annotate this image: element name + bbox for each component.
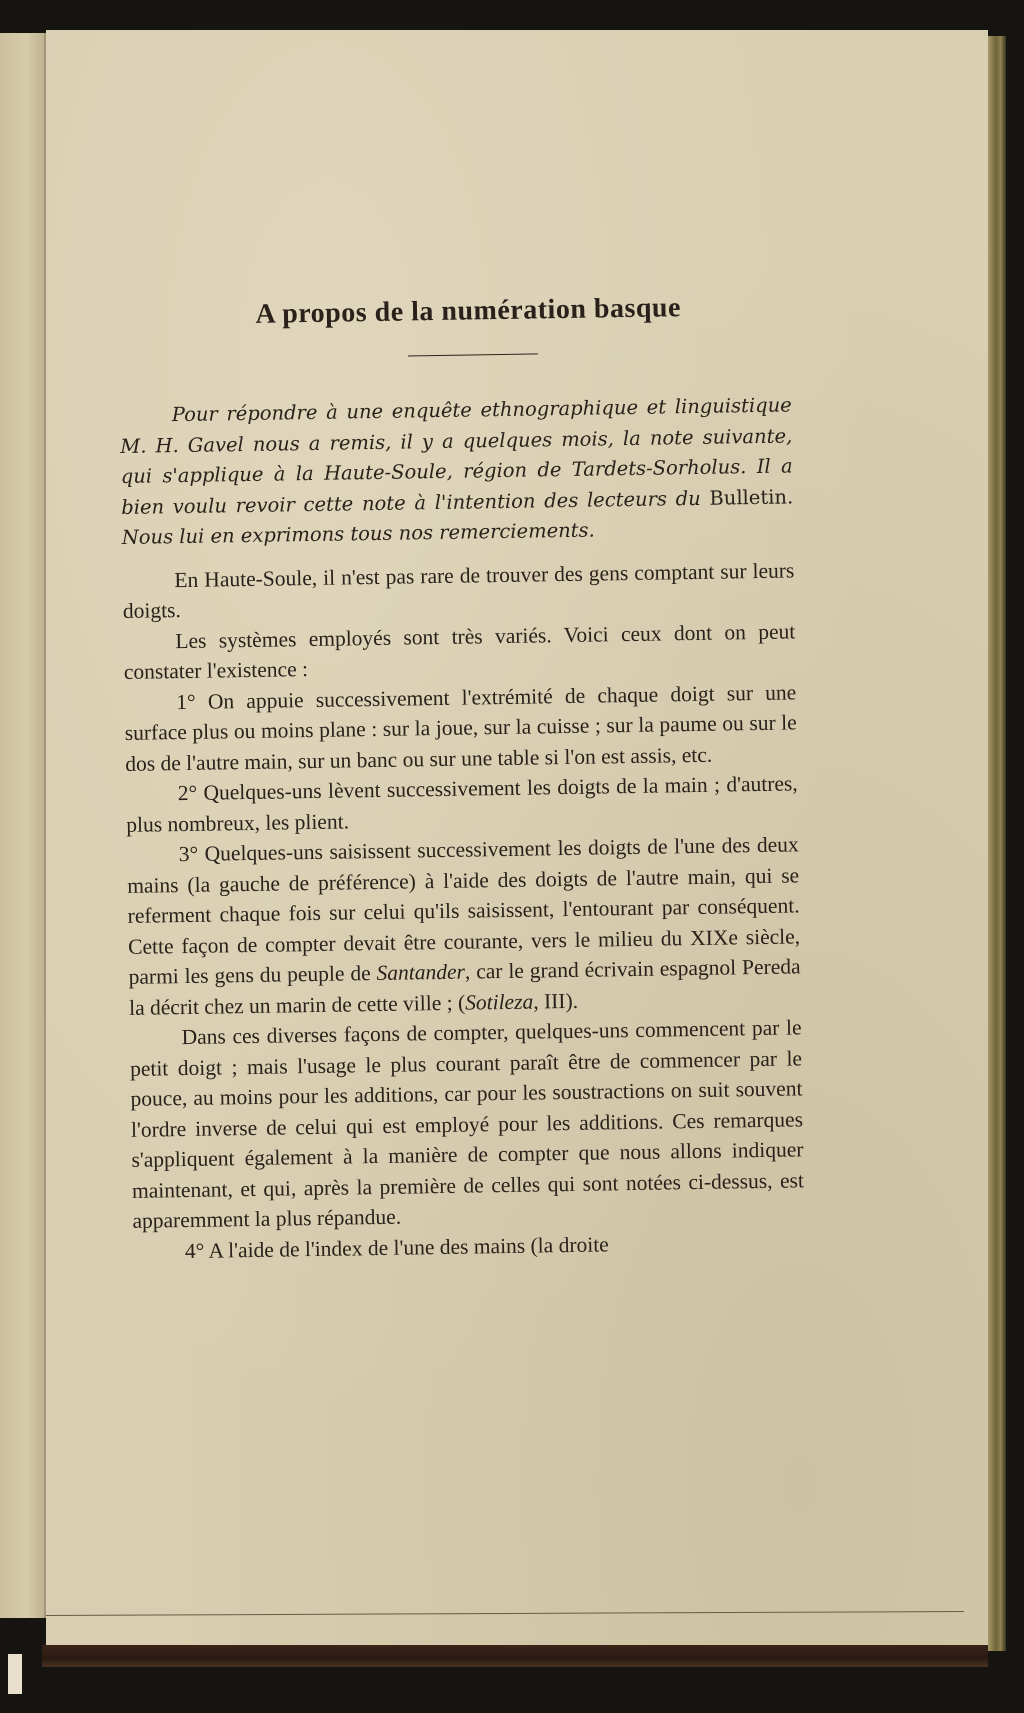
page-crease [46,1611,964,1616]
article-title: A propos de la numération basque [255,292,682,330]
page-bottom-edge [42,1645,988,1667]
note-thanks: Nous lui en exprimons tous nos remerciements. [121,518,595,550]
text: , III). [533,988,579,1014]
paragraph: En Haute-Soule, il n'est pas rare de trouver des gens comptant sur leurs doigts. [122,558,795,624]
paragraph: Les systèmes employés sont très variés. Voici ceux dont on peut constater l'existence : [123,618,796,685]
page-tab [8,1654,22,1694]
text: 3° Quelques-uns saisissent successivement les doigts de l'une des deux mains (la gauche de préférence) à l'aide des doigts de l'autre main, qui se referment chaque fois sur celui qu'ils saisissent, l'entourant par conséquent. Cette façon de compter devait être courante, vers le milieu du XIXe siècle, parmi les gens du peuple de [127,832,801,990]
text: , car le grand écrivain espagnol Pereda la décrit chez un marin de cette ville ; ( [128,954,801,1020]
list-item-2: 2° Quelques-uns lèvent successivement les doigts de la main ; d'autres, plus nombreux, les plient. [126,771,798,837]
book-title: Sotileza [464,989,534,1015]
editorial-note [120,391,794,554]
facing-page-edge [0,33,46,1618]
list-item-1: 1° On appuie successivement l'extrémité de chaque doigt sur une surface plus ou moins plane : sur la joue, sur la cuisse ; sur la paume ou sur le dos de l'autre main, sur un banc ou sur une table si l'on est assis, etc. [124,679,797,776]
list-item-3 [126,829,801,1023]
article [118,289,805,1267]
note-text: Pour répondre à une enquête ethnographique et linguistique M. H. Gavel nous a remis, il y a quelques mois, la note suivante, qui s'applique à la Haute-Soule, région de Tardets-Sorholus. Il a bien voulu revoir cette note à l'intention des lecteurs du [120,393,793,519]
page-stack-edge [988,36,1006,1651]
bulletin-word: Bulletin. [709,485,794,510]
paragraph: Dans ces diverses façons de compter, quelques-uns commencent par le petit doigt ; mais l'usage le plus courant paraît être de commencer par le pouce, au moins pour les additions, car pour les soustractions on suit souvent l'ordre inverse de celui qui est employé pour les additions. Ces remarques s'appliquent également à la manière de compter que nous allons indiquer maintenant, et qui, après la première de celles qui sont notées ci-dessus, est apparemment la plus répandue. [129,1015,805,1233]
title-rule [408,353,538,357]
list-item-4: 4° A l'aide de l'index de l'une des mains (la droite [184,1232,609,1263]
place-name: Santander [376,959,466,986]
